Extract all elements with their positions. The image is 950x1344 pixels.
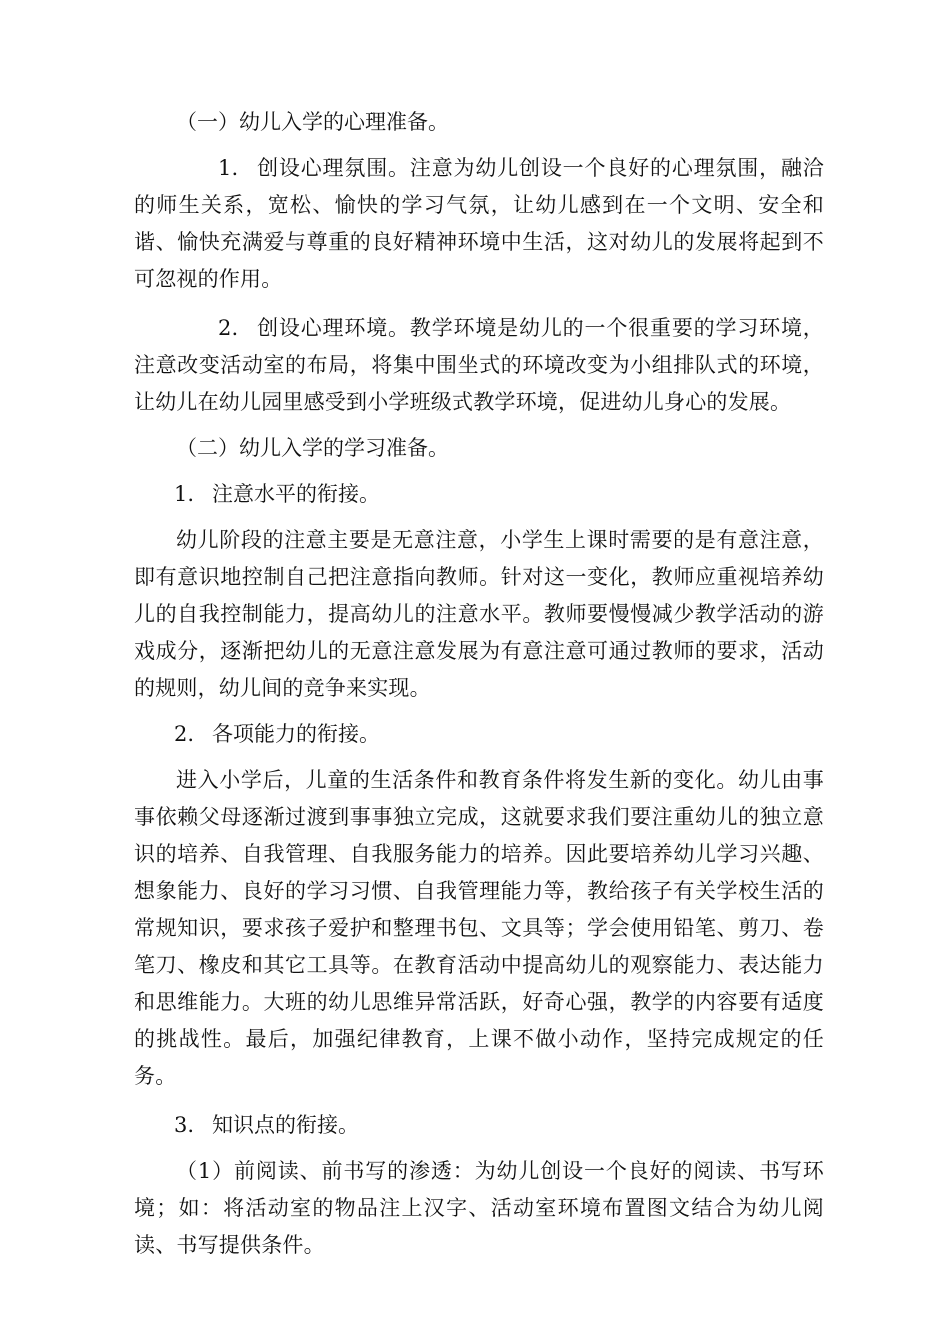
subheading-number: 2. — [174, 722, 195, 746]
paragraph-2 — [134, 310, 824, 421]
subheading-number: 1. — [174, 482, 195, 506]
paragraph-number: 1. — [218, 156, 239, 180]
paragraph-1 — [134, 150, 824, 298]
subheading-text: 知识点的衔接。 — [212, 1113, 360, 1137]
section-heading-2: （二）幼儿入学的学习准备。 — [176, 436, 449, 460]
subheading-text: 注意水平的衔接。 — [212, 482, 381, 506]
subheading-number: 3. — [174, 1113, 195, 1137]
paragraph-5: （1）前阅读、前书写的渗透：为幼儿创设一个良好的阅读、书写环境；如：将活动室的物品注上汉字、活动室环境布置图文结合为幼儿阅读、书写提供条件。 — [134, 1159, 824, 1257]
subheading-2 — [134, 716, 824, 753]
paragraph-text: 创设心理氛围。注意为幼儿创设一个良好的心理氛围，融洽的师生关系，宽松、愉快的学习气氛，让幼儿感到在一个文明、安全和谐、愉快充满爱与尊重的良好精神环境中生活，这对幼儿的发展将起到不可忽视的作用。 — [134, 156, 824, 291]
paragraph-4: 进入小学后，儿童的生活条件和教育条件将发生新的变化。幼儿由事事依赖父母逐渐过渡到事事独立完成，这就要求我们要注重幼儿的独立意识的培养、自我管理、自我服务能力的培养。因此要培养幼儿学习兴趣、想象能力、良好的学习习惯、自我管理能力等，教给孩子有关学校生活的常规知识，要求孩子爱护和整理书包、文具等；学会使用铅笔、剪刀、卷笔刀、橡皮和其它工具等。在教育活动中提高幼儿的观察能力、表达能力和思维能力。大班的幼儿思维异常活跃，好奇心强，教学的内容要有适度的挑战性。最后，加强纪律教育，上课不做小动作，坚持完成规定的任务。 — [134, 768, 824, 1088]
subheading-text: 各项能力的衔接。 — [212, 722, 381, 746]
section-heading-1: （一）幼儿入学的心理准备。 — [176, 110, 449, 134]
document-body — [134, 104, 824, 1264]
subheading-1 — [134, 476, 824, 513]
subheading-3 — [134, 1107, 824, 1144]
paragraph-text: 创设心理环境。教学环境是幼儿的一个很重要的学习环境，注意改变活动室的布局，将集中围坐式的环境改变为小组排队式的环境，让幼儿在幼儿园里感受到小学班级式教学环境，促进幼儿身心的发展。 — [134, 316, 824, 414]
paragraph-number: 2. — [218, 316, 239, 340]
paragraph-3: 幼儿阶段的注意主要是无意注意，小学生上课时需要的是有意注意，即有意识地控制自己把注意指向教师。针对这一变化，教师应重视培养幼儿的自我控制能力，提高幼儿的注意水平。教师要慢慢减少教学活动的游戏成分，逐渐把幼儿的无意注意发展为有意注意可通过教师的要求，活动的规则，幼儿间的竞争来实现。 — [134, 528, 824, 700]
